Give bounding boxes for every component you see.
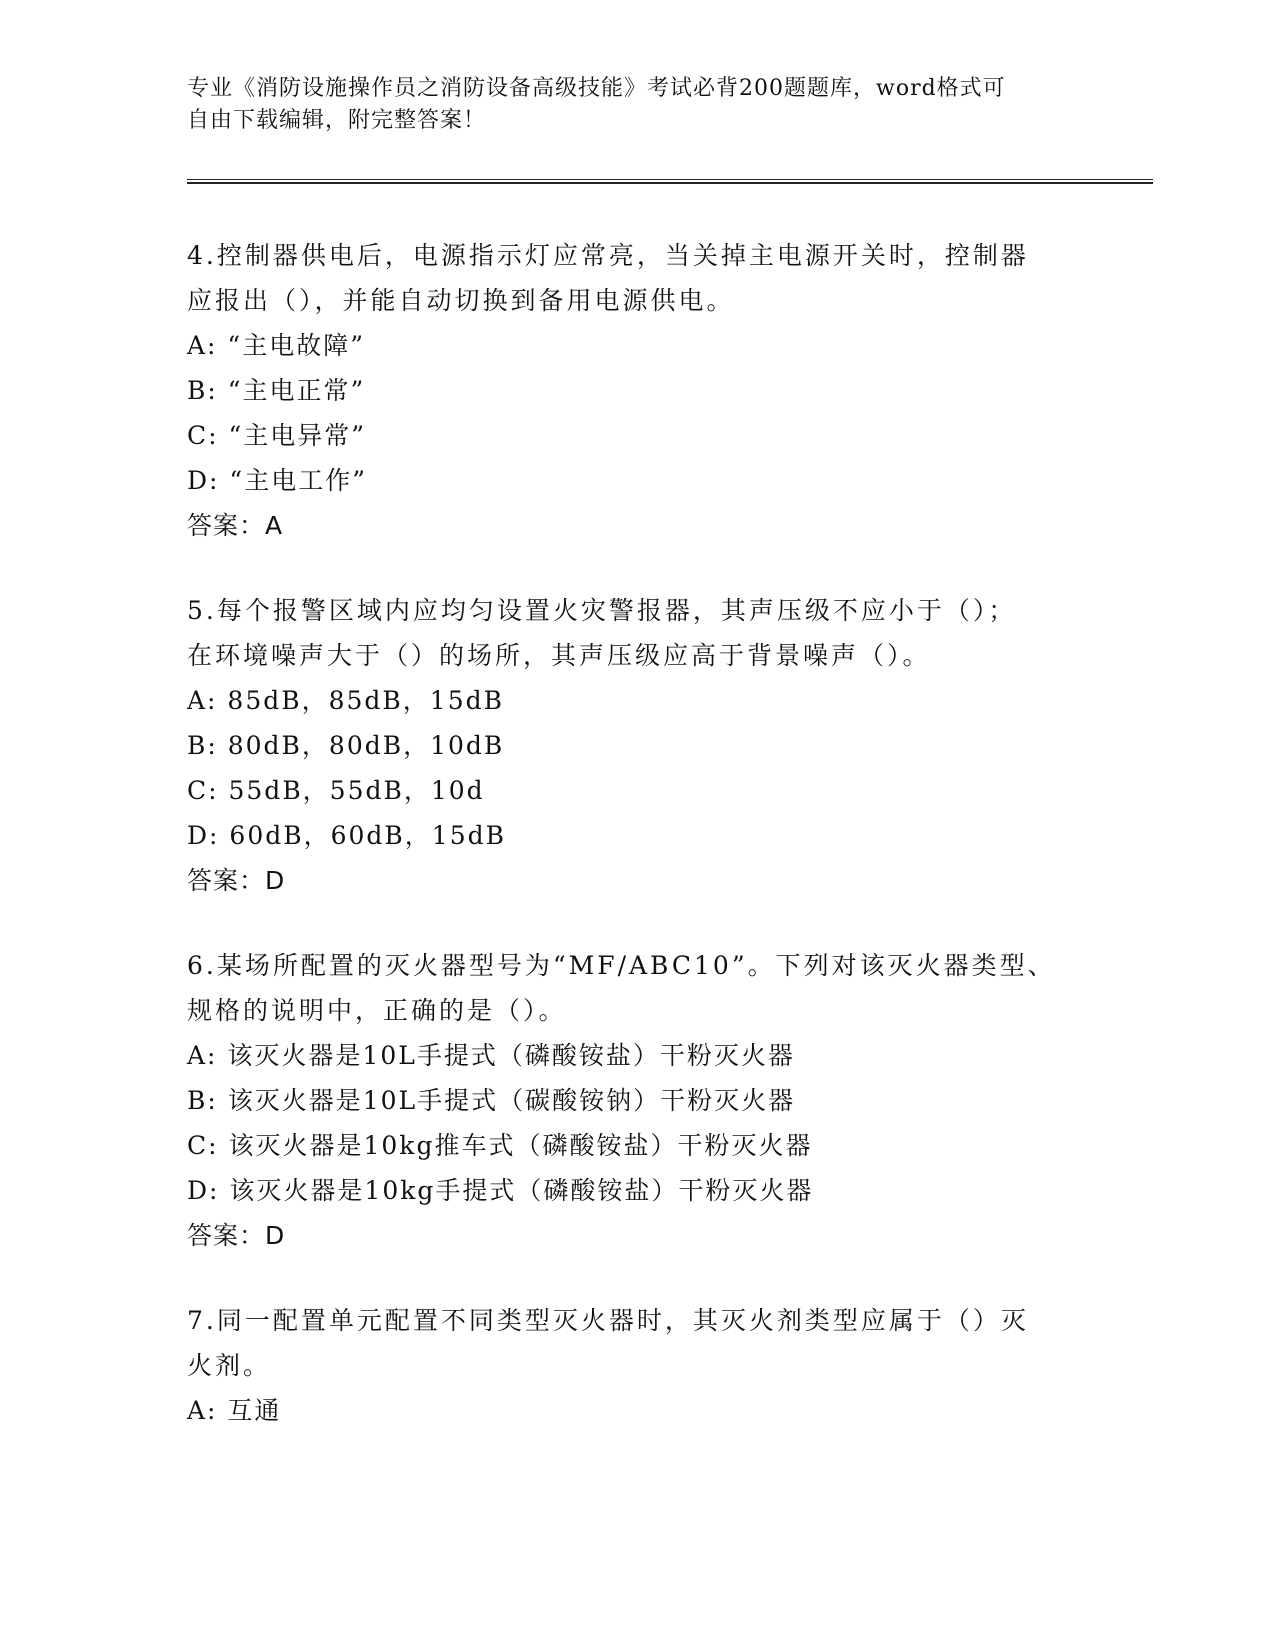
option-c: C: 55dB，55dB，10d xyxy=(187,776,485,805)
option-a: A: 该灭火器是10L手提式（磷酸铵盐）干粉灭火器 xyxy=(187,1041,795,1070)
header-title-line-1: 专业《消防设施操作员之消防设备高级技能》考试必背200题题库，word格式可 xyxy=(187,76,1006,101)
option-c: C: 该灭火器是10kg推车式（磷酸铵盐）干粉灭火器 xyxy=(187,1131,813,1160)
option-d: D: 该灭火器是10kg手提式（磷酸铵盐）干粉灭火器 xyxy=(187,1176,814,1205)
option-b: B: “主电正常” xyxy=(187,376,366,405)
question-7 xyxy=(187,1298,1087,1433)
answer-line: 答案：D xyxy=(187,1221,286,1250)
question-stem-line: 4.控制器供电后，电源指示灯应常亮，当关掉主电源开关时，控制器 xyxy=(187,241,1029,270)
question-stem-line: 火剂。 xyxy=(187,1351,272,1380)
document-header xyxy=(187,73,1087,137)
question-list xyxy=(187,233,1087,1473)
question-stem-line: 在环境噪声大于（）的场所，其声压级应高于背景噪声（）。 xyxy=(187,641,931,670)
question-stem-line: 6.某场所配置的灭火器型号为“MF/ABC10”。下列对该灭火器类型、 xyxy=(187,951,1056,980)
header-title-line-2: 自由下载编辑，附完整答案！ xyxy=(187,108,487,133)
option-b: B: 该灭火器是10L手提式（碳酸铵钠）干粉灭火器 xyxy=(187,1086,796,1115)
question-6 xyxy=(187,943,1087,1258)
option-d: D: “主电工作” xyxy=(187,466,367,495)
header-divider xyxy=(187,179,1153,184)
question-stem-line: 规格的说明中，正确的是（）。 xyxy=(187,996,567,1025)
question-stem-line: 7.同一配置单元配置不同类型灭火器时，其灭火剂类型应属于（）灭 xyxy=(187,1306,1029,1335)
question-stem-line: 应报出（），并能自动切换到备用电源供电。 xyxy=(187,286,735,315)
option-d: D: 60dB，60dB，15dB xyxy=(187,821,506,850)
answer-line: 答案：A xyxy=(187,511,284,540)
option-a: A: 85dB，85dB，15dB xyxy=(187,686,504,715)
question-4 xyxy=(187,233,1087,548)
question-5 xyxy=(187,588,1087,903)
question-stem-line: 5.每个报警区域内应均匀设置火灾警报器，其声压级不应小于（）； xyxy=(187,596,1017,625)
option-a: A: 互通 xyxy=(187,1396,282,1425)
option-c: C: “主电异常” xyxy=(187,421,367,450)
answer-line: 答案：D xyxy=(187,866,286,895)
option-a: A: “主电故障” xyxy=(187,331,365,360)
option-b: B: 80dB，80dB，10dB xyxy=(187,731,505,760)
